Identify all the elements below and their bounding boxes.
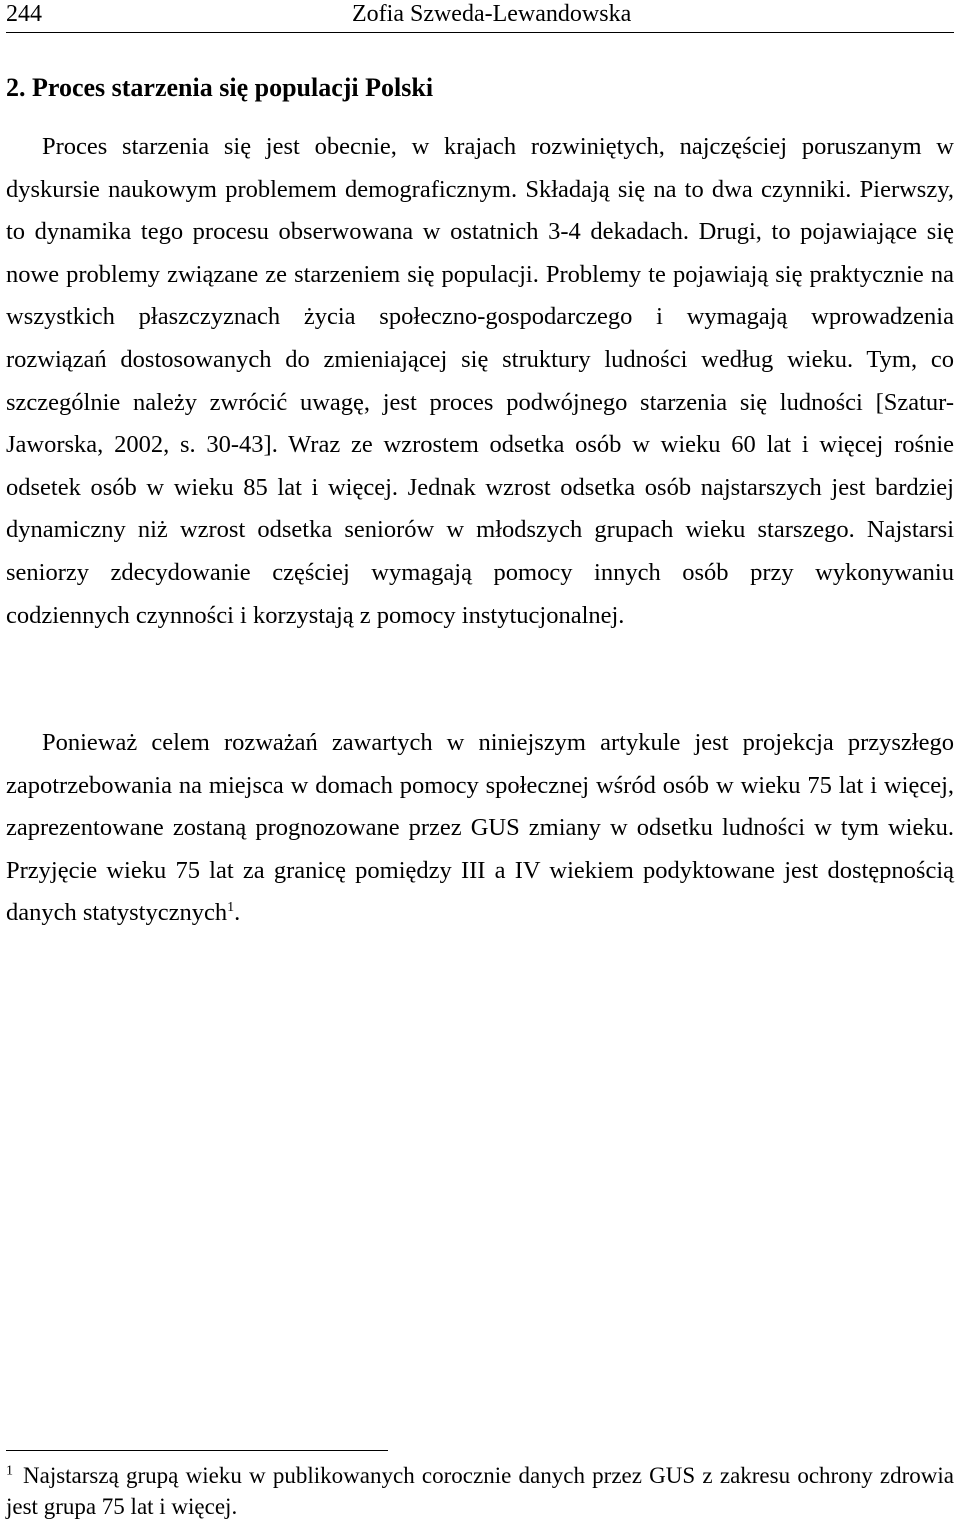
running-header-author: Zofia Szweda-Lewandowska bbox=[352, 1, 632, 27]
body-paragraph bbox=[6, 126, 954, 637]
footnote bbox=[6, 1460, 954, 1522]
running-header bbox=[6, 0, 954, 33]
footnote-separator bbox=[6, 1450, 388, 1451]
footnote-text: Najstarszą grupą wieku w publikowanych corocznie danych przez GUS z zakresu ochrony zdrowia jest grupa 75 lat i więcej. bbox=[6, 1463, 954, 1519]
page-number: 244 bbox=[6, 1, 42, 27]
paragraph-end-punctuation: . bbox=[234, 899, 241, 927]
footnote-reference[interactable]: 1 bbox=[227, 900, 235, 916]
section-heading: 2. Proces starzenia się populacji Polski bbox=[6, 73, 434, 102]
body-paragraph bbox=[6, 722, 954, 935]
footnote-marker: 1 bbox=[6, 1463, 13, 1479]
paragraph-text: Proces starzenia się jest obecnie, w krajach rozwiniętych, najczęściej poruszanym w dyskursie naukowym problemem demograficznym. Składają się na to dwa czynniki. Pierwszy, to dynamika tego procesu obserwowana w ostatnich 3-4 dekadach. Drugi, to pojawiające się nowe problemy związane ze starzeniem się populacji. Problemy te pojawiają się praktycznie na wszystkich płaszczyznach życia społeczno-gospodarczego i wymagają wprowadzenia rozwiązań dostosowanych do zmieniającej się struktury ludności według wieku. Tym, co szczególnie należy zwrócić uwagę, jest proces podwójnego starzenia się ludności [Szatur-Jaworska, 2002, s. 30-43]. Wraz ze wzrostem odsetka osób w wieku 60 lat i więcej rośnie odsetek osób w wieku 85 lat i więcej. Jednak wzrost odsetka osób najstarszych jest bardziej dynamiczny niż wzrost odsetka seniorów w młodszych grupach wieku starszego. Najstarsi seniorzy zdecydowanie częściej wymagają pomocy innych osób przy wykonywaniu codziennych czynności i korzystają z pomocy instytucjonalnej. bbox=[6, 133, 954, 629]
paragraph-text: Ponieważ celem rozważań zawartych w niniejszym artykule jest projekcja przyszłego zapotrzebowania na miejsca w domach pomocy społecznej wśród osób w wieku 75 lat i więcej, zaprezentowane zostaną prognozowane przez GUS zmiany w odsetku ludności w tym wieku. Przyjęcie wieku 75 lat za granicę pomiędzy III a IV wiekiem podyktowane jest dostępnością danych statystycznych bbox=[6, 729, 954, 927]
